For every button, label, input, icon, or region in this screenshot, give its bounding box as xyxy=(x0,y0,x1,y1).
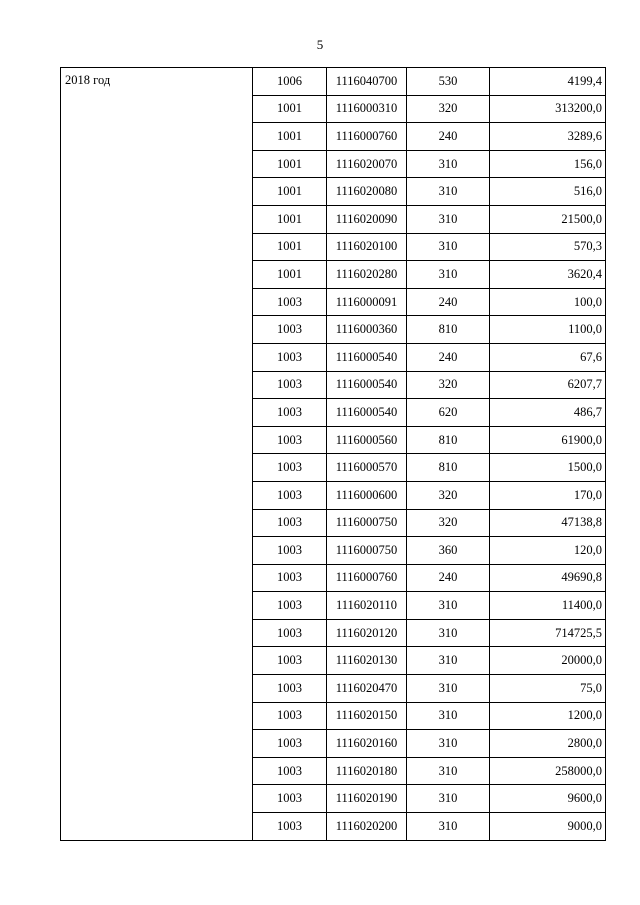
expense-type-cell: 310 xyxy=(407,702,490,730)
amount-cell: 3620,4 xyxy=(490,261,606,289)
section-cell: 1003 xyxy=(253,675,327,703)
amount-cell: 6207,7 xyxy=(490,371,606,399)
target-article-cell: 1116000091 xyxy=(327,288,407,316)
section-cell: 1003 xyxy=(253,288,327,316)
section-cell: 1003 xyxy=(253,509,327,537)
expense-type-cell: 310 xyxy=(407,178,490,206)
expense-type-cell: 310 xyxy=(407,150,490,178)
amount-cell: 20000,0 xyxy=(490,647,606,675)
section-cell: 1003 xyxy=(253,564,327,592)
amount-cell: 21500,0 xyxy=(490,205,606,233)
section-cell: 1003 xyxy=(253,426,327,454)
expense-type-cell: 320 xyxy=(407,509,490,537)
section-cell: 1001 xyxy=(253,150,327,178)
amount-cell: 100,0 xyxy=(490,288,606,316)
amount-cell: 75,0 xyxy=(490,675,606,703)
page-number: 5 xyxy=(316,37,324,52)
section-cell: 1001 xyxy=(253,233,327,261)
section-cell: 1006 xyxy=(253,68,327,96)
target-article-cell: 1116020070 xyxy=(327,150,407,178)
expense-type-cell: 310 xyxy=(407,592,490,620)
target-article-cell: 1116020180 xyxy=(327,757,407,785)
target-article-cell: 1116000760 xyxy=(327,564,407,592)
expense-type-cell: 310 xyxy=(407,647,490,675)
section-cell: 1003 xyxy=(253,343,327,371)
section-cell: 1003 xyxy=(253,702,327,730)
expense-type-cell: 240 xyxy=(407,123,490,151)
target-article-cell: 1116000750 xyxy=(327,509,407,537)
amount-cell: 486,7 xyxy=(490,399,606,427)
period-cell: 2018 год xyxy=(61,68,253,841)
expense-type-cell: 810 xyxy=(407,316,490,344)
target-article-cell: 1116020100 xyxy=(327,233,407,261)
amount-cell: 47138,8 xyxy=(490,509,606,537)
expense-type-cell: 310 xyxy=(407,675,490,703)
target-article-cell: 1116000760 xyxy=(327,123,407,151)
target-article-cell: 1116000540 xyxy=(327,343,407,371)
target-article-cell: 1116020280 xyxy=(327,261,407,289)
target-article-cell: 1116000570 xyxy=(327,454,407,482)
section-cell: 1003 xyxy=(253,730,327,758)
amount-cell: 67,6 xyxy=(490,343,606,371)
expense-type-cell: 310 xyxy=(407,205,490,233)
target-article-cell: 1116040700 xyxy=(327,68,407,96)
expense-type-cell: 530 xyxy=(407,68,490,96)
amount-cell: 9000,0 xyxy=(490,813,606,841)
amount-cell: 2800,0 xyxy=(490,730,606,758)
target-article-cell: 1116020120 xyxy=(327,619,407,647)
section-cell: 1003 xyxy=(253,619,327,647)
expense-type-cell: 240 xyxy=(407,288,490,316)
amount-cell: 570,3 xyxy=(490,233,606,261)
target-article-cell: 1116020110 xyxy=(327,592,407,620)
section-cell: 1003 xyxy=(253,399,327,427)
amount-cell: 156,0 xyxy=(490,150,606,178)
target-article-cell: 1116020080 xyxy=(327,178,407,206)
section-cell: 1001 xyxy=(253,178,327,206)
expense-type-cell: 310 xyxy=(407,813,490,841)
section-cell: 1003 xyxy=(253,785,327,813)
section-cell: 1001 xyxy=(253,261,327,289)
target-article-cell: 1116020200 xyxy=(327,813,407,841)
expense-type-cell: 310 xyxy=(407,785,490,813)
amount-cell: 1500,0 xyxy=(490,454,606,482)
amount-cell: 258000,0 xyxy=(490,757,606,785)
section-cell: 1001 xyxy=(253,205,327,233)
target-article-cell: 1116000310 xyxy=(327,95,407,123)
expense-type-cell: 320 xyxy=(407,95,490,123)
section-cell: 1003 xyxy=(253,454,327,482)
amount-cell: 1100,0 xyxy=(490,316,606,344)
section-cell: 1003 xyxy=(253,537,327,565)
expense-type-cell: 620 xyxy=(407,399,490,427)
expense-type-cell: 310 xyxy=(407,233,490,261)
amount-cell: 714725,5 xyxy=(490,619,606,647)
target-article-cell: 1116000360 xyxy=(327,316,407,344)
target-article-cell: 1116020470 xyxy=(327,675,407,703)
section-cell: 1003 xyxy=(253,316,327,344)
amount-cell: 313200,0 xyxy=(490,95,606,123)
expense-type-cell: 810 xyxy=(407,426,490,454)
expense-type-cell: 320 xyxy=(407,371,490,399)
section-cell: 1003 xyxy=(253,592,327,620)
amount-cell: 11400,0 xyxy=(490,592,606,620)
target-article-cell: 1116020190 xyxy=(327,785,407,813)
section-cell: 1003 xyxy=(253,481,327,509)
section-cell: 1003 xyxy=(253,813,327,841)
expense-type-cell: 320 xyxy=(407,481,490,509)
budget-table xyxy=(60,67,606,841)
section-cell: 1003 xyxy=(253,757,327,785)
expense-type-cell: 810 xyxy=(407,454,490,482)
target-article-cell: 1116000750 xyxy=(327,537,407,565)
amount-cell: 3289,6 xyxy=(490,123,606,151)
expense-type-cell: 310 xyxy=(407,757,490,785)
target-article-cell: 1116020150 xyxy=(327,702,407,730)
target-article-cell: 1116000560 xyxy=(327,426,407,454)
target-article-cell: 1116000540 xyxy=(327,371,407,399)
expense-type-cell: 310 xyxy=(407,261,490,289)
expense-type-cell: 240 xyxy=(407,343,490,371)
section-cell: 1003 xyxy=(253,647,327,675)
amount-cell: 49690,8 xyxy=(490,564,606,592)
expense-type-cell: 310 xyxy=(407,730,490,758)
target-article-cell: 1116000600 xyxy=(327,481,407,509)
amount-cell: 170,0 xyxy=(490,481,606,509)
section-cell: 1003 xyxy=(253,371,327,399)
section-cell: 1001 xyxy=(253,95,327,123)
amount-cell: 1200,0 xyxy=(490,702,606,730)
amount-cell: 516,0 xyxy=(490,178,606,206)
target-article-cell: 1116020130 xyxy=(327,647,407,675)
amount-cell: 120,0 xyxy=(490,537,606,565)
section-cell: 1001 xyxy=(253,123,327,151)
amount-cell: 4199,4 xyxy=(490,68,606,96)
table-row xyxy=(61,68,606,96)
expense-type-cell: 360 xyxy=(407,537,490,565)
amount-cell: 61900,0 xyxy=(490,426,606,454)
expense-type-cell: 310 xyxy=(407,619,490,647)
amount-cell: 9600,0 xyxy=(490,785,606,813)
target-article-cell: 1116020160 xyxy=(327,730,407,758)
budget-table-body xyxy=(61,68,606,841)
target-article-cell: 1116000540 xyxy=(327,399,407,427)
expense-type-cell: 240 xyxy=(407,564,490,592)
target-article-cell: 1116020090 xyxy=(327,205,407,233)
